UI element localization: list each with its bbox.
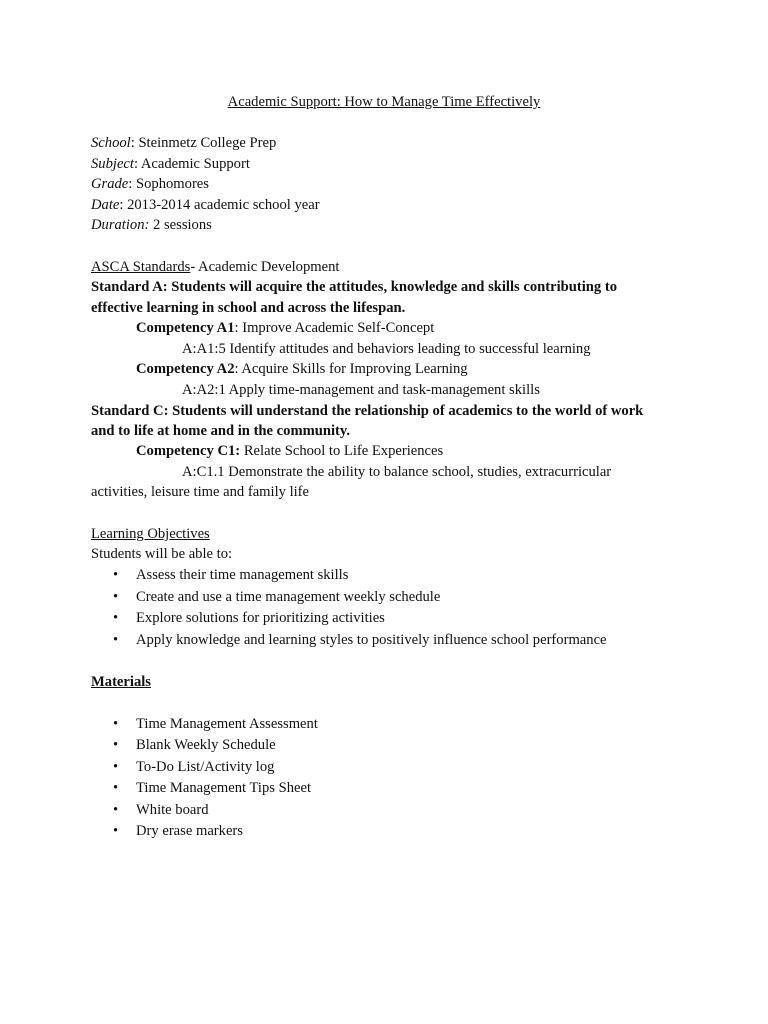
bullet-icon: • xyxy=(113,610,119,626)
info-label: School xyxy=(91,135,131,151)
info-label: Subject xyxy=(91,156,134,172)
competency-label: Competency A2 xyxy=(136,361,235,377)
competency-a1 xyxy=(136,318,434,339)
info-label: Duration: xyxy=(91,217,150,233)
info-subject: Subject: Academic Support xyxy=(91,156,250,172)
info-label: Grade xyxy=(91,176,129,192)
standards-heading: ASCA Standards xyxy=(91,259,191,275)
bullet-icon: • xyxy=(113,823,119,839)
indicator-a1-5: A:A1:5 Identify attitudes and behaviors leading to successful learning xyxy=(182,341,591,357)
bullet-icon: • xyxy=(113,737,119,753)
list-item-text: Time Management Tips Sheet xyxy=(136,780,312,796)
info-label: Date xyxy=(91,197,120,213)
bullet-icon: • xyxy=(113,716,119,732)
info-value: Sophomores xyxy=(136,176,209,192)
list-item-text: To-Do List/Activity log xyxy=(136,759,275,775)
objectives-intro: Students will be able to: xyxy=(91,546,233,562)
objectives-heading: Learning Objectives xyxy=(91,526,210,542)
list-item-text: Assess their time management skills xyxy=(136,567,349,583)
list-item-text: Blank Weekly Schedule xyxy=(136,737,276,753)
standards-heading-suffix: - Academic Development xyxy=(190,259,340,275)
competency-a2 xyxy=(136,359,468,380)
list-item-text: Time Management Assessment xyxy=(136,716,318,732)
info-grade: Grade: Sophomores xyxy=(91,176,209,192)
bullet-icon: • xyxy=(113,632,119,648)
bullet-icon: • xyxy=(113,780,119,796)
competency-text: : Improve Academic Self-Concept xyxy=(234,320,435,336)
competency-label: Competency A1 xyxy=(136,320,235,336)
standard-a-line2: effective learning in school and across the lifespan. xyxy=(91,300,406,316)
info-duration xyxy=(91,215,212,236)
info-school: School: Steinmetz College Prep xyxy=(91,135,277,151)
bullet-icon: • xyxy=(113,759,119,775)
competency-c1 xyxy=(136,441,443,462)
info-value: Academic Support xyxy=(140,156,250,172)
competency-text: : Acquire Skills for Improving Learning xyxy=(234,361,468,377)
list-item-text: Dry erase markers xyxy=(136,823,243,839)
info-value: Steinmetz College Prep xyxy=(138,135,277,151)
bullet-icon: • xyxy=(113,802,119,818)
document-title: Academic Support: How to Manage Time Effectively xyxy=(227,94,541,110)
list-item-text: Apply knowledge and learning styles to positively influence school performance xyxy=(136,632,607,648)
standards-heading-line xyxy=(91,257,339,278)
materials-heading: Materials xyxy=(91,674,151,690)
standard-c-line1: Standard C: Students will understand the relationship of academics to the world of work xyxy=(91,403,644,419)
bullet-icon: • xyxy=(113,567,119,583)
indicator-a2-1: A:A2:1 Apply time-management and task-management skills xyxy=(182,382,540,398)
info-date: Date: 2013-2014 academic school year xyxy=(91,197,320,213)
competency-label: Competency C1: xyxy=(136,443,241,459)
indicator-c1-1-line2: activities, leisure time and family life xyxy=(91,484,310,500)
list-item-text: Create and use a time management weekly schedule xyxy=(136,589,441,605)
standard-c-line2: and to life at home and in the community. xyxy=(91,423,351,439)
indicator-c1-1-line1: A:C1.1 Demonstrate the ability to balance school, studies, extracurricular xyxy=(182,464,612,480)
info-value: 2013-2014 academic school year xyxy=(127,197,320,213)
list-item-text: Explore solutions for prioritizing activities xyxy=(136,610,385,626)
info-value: 2 sessions xyxy=(153,217,212,233)
competency-text: Relate School to Life Experiences xyxy=(240,443,444,459)
standard-a-line1: Standard A: Students will acquire the attitudes, knowledge and skills contributing to xyxy=(91,279,618,295)
bullet-icon: • xyxy=(113,589,119,605)
list-item-text: White board xyxy=(136,802,209,818)
